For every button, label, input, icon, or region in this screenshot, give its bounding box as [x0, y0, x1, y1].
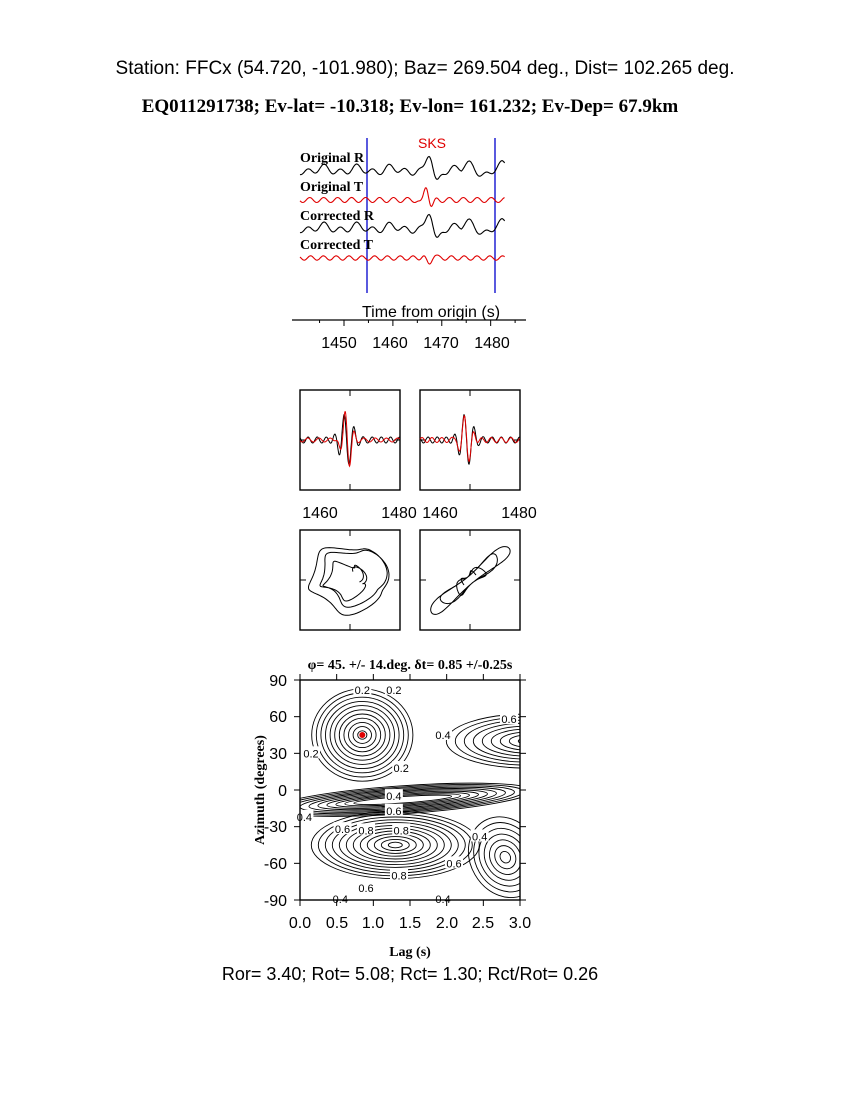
contour-right-low: [454, 803, 557, 911]
contour-label: 0.4: [296, 811, 313, 824]
y-tick-30: 30: [269, 746, 287, 763]
x-tick-2.5: 2.5: [471, 915, 495, 932]
contour-lines: [272, 689, 608, 911]
box-tick-1460-left: 1460: [302, 505, 338, 522]
box-tick-1460-right: 1460: [422, 505, 458, 522]
y-axis-label: Azimuth (degrees): [253, 735, 268, 845]
contour-right: [509, 735, 545, 747]
contour-label: 0.4: [435, 893, 451, 906]
contour-right: [518, 738, 536, 744]
event-info: EQ011291738; Ev-lat= -10.318; Ev-lon= 161.232; Ev-Dep= 67.9km: [141, 96, 679, 117]
contour-label: 0.6: [386, 805, 402, 818]
contour-right: [491, 729, 563, 753]
x-tick-0.5: 0.5: [325, 915, 349, 932]
contour-right: [500, 732, 554, 750]
contour-label: 0.8: [393, 825, 409, 838]
contour-right-low: [461, 811, 549, 903]
contour-low: [388, 842, 402, 848]
contour-label: 0.2: [386, 684, 402, 697]
particle-motion-corrected: [431, 547, 510, 615]
y-tick-60: 60: [269, 709, 287, 726]
trace-corrected-t: [300, 255, 505, 264]
contour-label: 0.8: [391, 870, 407, 883]
contour-right: [482, 726, 572, 756]
x-axis-label: Lag (s): [389, 945, 431, 960]
particle-box-ticks: [300, 530, 520, 630]
waveform-panels: [300, 390, 537, 522]
particle-box-corrected: [420, 530, 520, 630]
particle-motion-panels: [300, 530, 520, 630]
contour-right: [446, 714, 608, 768]
trace-label-corrected-r: Corrected R: [300, 209, 374, 224]
phase-label: SKS: [417, 135, 447, 151]
trace-label-original-t: Original T: [300, 180, 364, 195]
y-tick-minus30: -30: [263, 819, 287, 836]
time-tick-1470: 1470: [423, 335, 459, 352]
time-tick-1460: 1460: [372, 335, 408, 352]
contour-label: 0.4: [386, 791, 402, 804]
time-axis-label: Time from origin (s): [361, 304, 501, 321]
contour-label: 0.2: [354, 684, 370, 697]
box-tick-1480-left: 1480: [381, 505, 417, 522]
contour-label: 0.2: [393, 763, 409, 775]
y-tick-90: 90: [269, 673, 287, 690]
x-tick-0.0: 0.0: [288, 915, 312, 932]
station-info: Station: FFCx (54.720, -101.980); Baz= 269.504 deg., Dist= 102.265 deg.: [115, 58, 735, 79]
energy-grid-panel: [253, 658, 608, 960]
contour-right: [455, 717, 599, 765]
x-tick-3.0: 3.0: [508, 915, 532, 932]
contour-label: 0.6: [446, 858, 462, 871]
grid-title: φ= 45. +/- 14.deg. δt= 0.85 +/-0.25s: [307, 658, 513, 673]
contour-right: [464, 720, 590, 762]
contour-label: 0.6: [334, 824, 351, 837]
contour-label: 0.8: [358, 825, 374, 838]
x-tick-2.0: 2.0: [435, 915, 459, 932]
best-fit-marker: [359, 732, 365, 738]
time-tick-1450: 1450: [321, 335, 357, 352]
trace-label-corrected-t: Corrected T: [300, 238, 373, 253]
contour-label: 0.4: [332, 893, 348, 906]
particle-motion-original: [309, 548, 390, 616]
y-tick-minus60: -60: [263, 856, 287, 873]
trace-label-original-r: Original R: [300, 151, 365, 166]
contour-label: 0.2: [303, 748, 319, 761]
contour-right: [473, 723, 581, 759]
contour-label: 0.4: [435, 730, 451, 742]
x-tick-1.0: 1.0: [361, 915, 385, 932]
y-tick-minus90: -90: [263, 893, 287, 910]
box-tick-1480-right: 1480: [501, 505, 537, 522]
trace-panel: [292, 135, 526, 352]
contour-label: 0.6: [358, 882, 374, 895]
time-tick-1480: 1480: [474, 335, 510, 352]
contour-label: 0.4: [472, 831, 488, 844]
contour-label: 0.6: [501, 714, 517, 727]
waveform-corrected-t: [420, 416, 520, 462]
ratio-summary: Ror= 3.40; Rot= 5.08; Rct= 1.30; Rct/Rot= 0.26: [221, 964, 599, 984]
contour-low: [381, 839, 409, 850]
x-tick-1.5: 1.5: [398, 915, 422, 932]
y-tick-0: 0: [278, 783, 287, 800]
contour-right-low: [498, 850, 513, 865]
